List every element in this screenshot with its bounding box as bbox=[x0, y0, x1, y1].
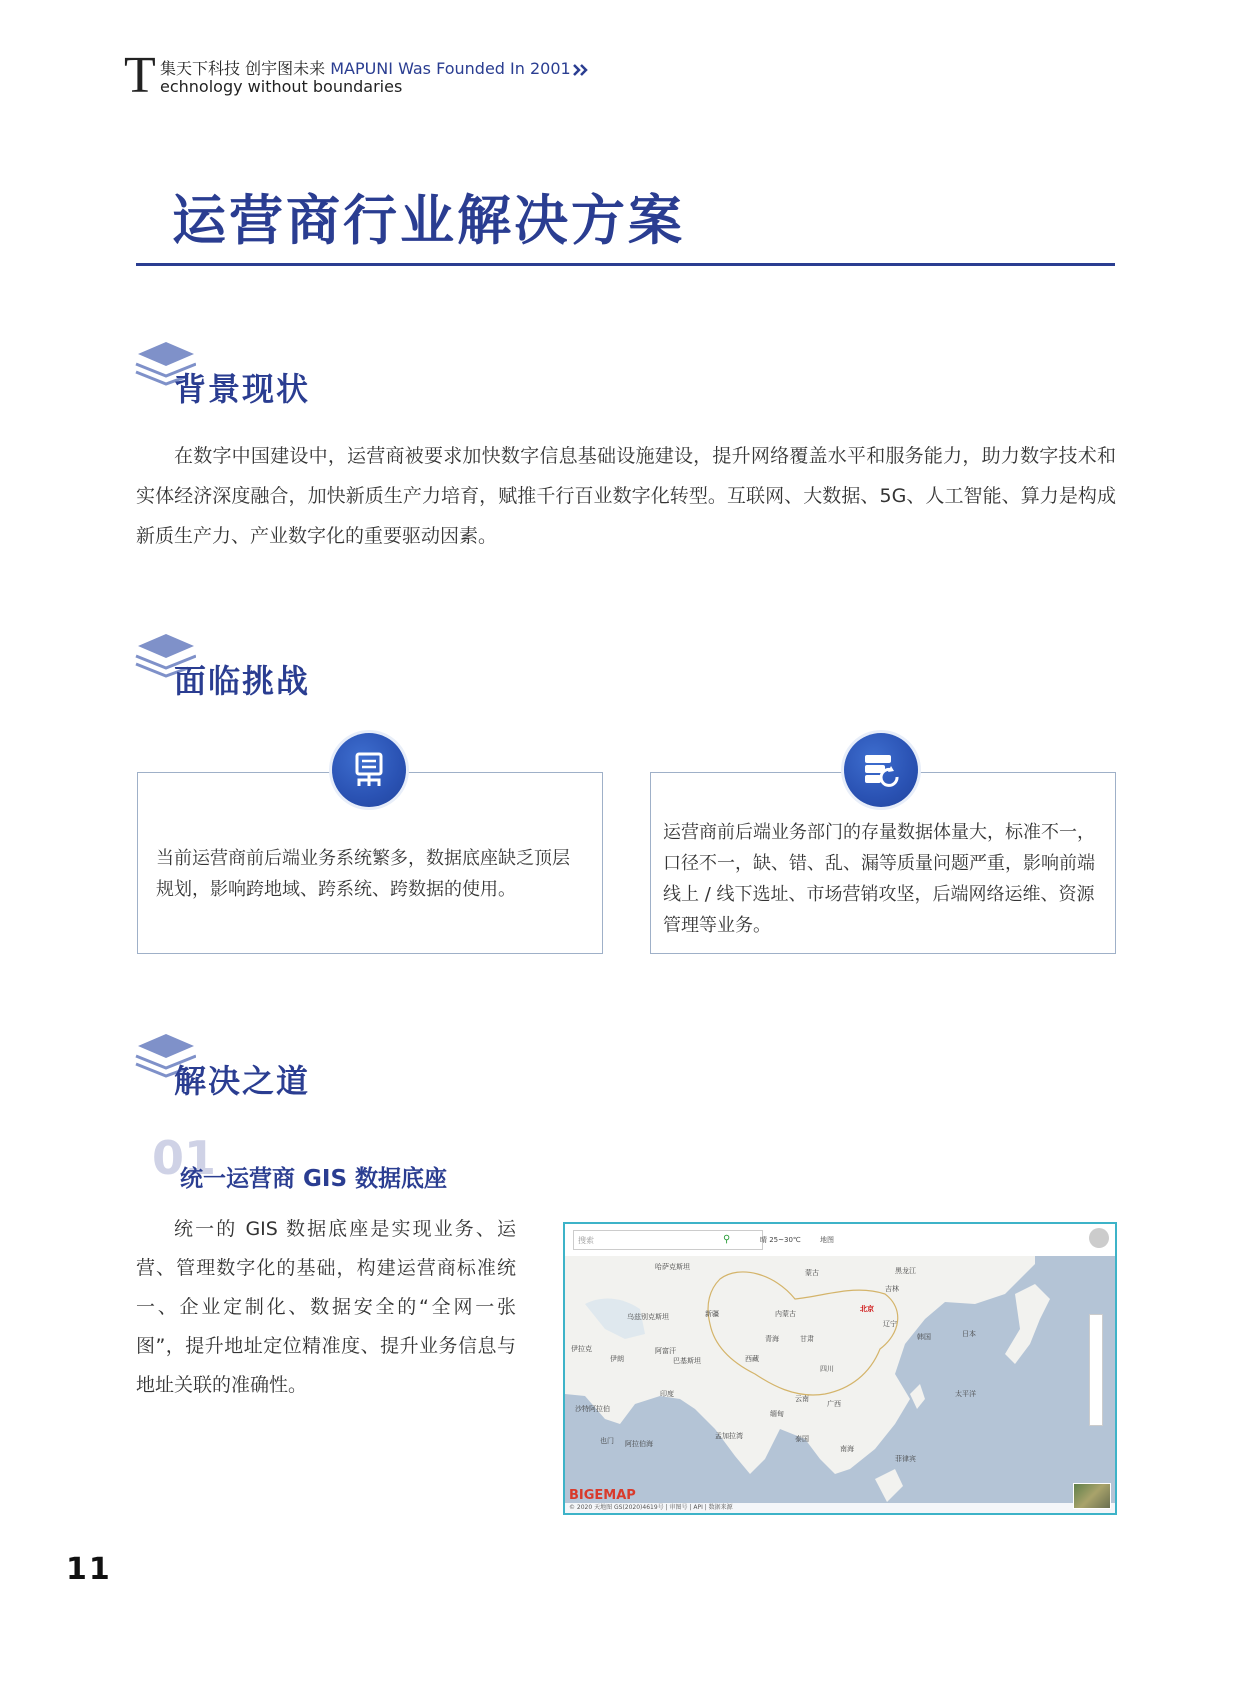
map-search-input[interactable]: 搜索 bbox=[573, 1230, 763, 1250]
map-label: 黑龙江 bbox=[895, 1267, 916, 1275]
item-title: 统一运营商 GIS 数据底座 bbox=[180, 1166, 448, 1192]
map-label: 四川 bbox=[820, 1365, 834, 1373]
map-label: 也门 bbox=[600, 1437, 614, 1445]
header-slogan-cn: 集天下科技 创宇图未来 bbox=[160, 59, 331, 78]
map-logo: BIGEMAP bbox=[569, 1488, 636, 1503]
solution-paragraph: 统一的 GIS 数据底座是实现业务、运营、管理数字化的基础，构建运营商标准统一、企业定制化、数据安全的“全网一张图”，提升地址定位精准度、提升业务信息与地址关联的准确性。 bbox=[136, 1218, 516, 1396]
map-label: 巴基斯坦 bbox=[673, 1357, 701, 1365]
network-icon bbox=[332, 733, 406, 807]
background-paragraph: 在数字中国建设中，运营商被要求加快数字信息基础设施建设，提升网络覆盖水平和服务能力，助力数字技术和实体经济深度融合，加快新质生产力培育，赋推千行百业数字化转型。互联网、大数据、5G、人工智能、算力是构成新质生产力、产业数字化的重要驱动因素。 bbox=[136, 445, 1116, 547]
map-toolbar bbox=[565, 1224, 1115, 1256]
map-label: 云南 bbox=[795, 1395, 809, 1403]
title-divider bbox=[136, 263, 1115, 266]
map-label: 伊朗 bbox=[610, 1355, 624, 1363]
map-label: 太平洋 bbox=[955, 1390, 976, 1398]
map-zoom-tools[interactable] bbox=[1089, 1314, 1103, 1426]
map-label: 青海 bbox=[765, 1335, 779, 1343]
item-number: 01 bbox=[152, 1131, 217, 1185]
header-slogan-en: MAPUNI Was Founded In 2001 bbox=[330, 59, 571, 78]
section-title: 背景现状 bbox=[174, 370, 311, 408]
map-label: 内蒙古 bbox=[775, 1310, 796, 1318]
map-label: 南海 bbox=[840, 1445, 854, 1453]
map-label: 吉林 bbox=[885, 1285, 899, 1293]
map-label: 日本 bbox=[962, 1330, 976, 1338]
map-label-capital: 北京 bbox=[860, 1305, 874, 1313]
map-label: 西藏 bbox=[745, 1355, 759, 1363]
map-footer: © 2020 天地图 GS(2020)4619号 | 审图号 | API | 数据来源 bbox=[565, 1503, 1117, 1513]
challenge-card-text: 当前运营商前后端业务系统繁多，数据底座缺乏顶层规划，影响跨地域、跨系统、跨数据的使用。 bbox=[156, 848, 570, 900]
section-title: 解决之道 bbox=[174, 1062, 311, 1100]
map-label: 阿拉伯海 bbox=[625, 1440, 653, 1448]
map-label: 新疆 bbox=[705, 1310, 719, 1318]
user-avatar-icon[interactable] bbox=[1089, 1228, 1109, 1248]
map-label: 伊拉克 bbox=[571, 1345, 592, 1353]
header-logo-letter: T bbox=[124, 47, 156, 104]
header-slogan bbox=[160, 56, 589, 79]
search-icon[interactable]: ⚲ bbox=[723, 1234, 731, 1245]
satellite-toggle-thumbnail[interactable] bbox=[1073, 1483, 1111, 1509]
map-label: 阿富汗 bbox=[655, 1347, 676, 1355]
map-label: 广西 bbox=[827, 1400, 841, 1408]
map-label: 菲律宾 bbox=[895, 1455, 916, 1463]
double-chevron-icon bbox=[573, 64, 589, 76]
database-refresh-icon bbox=[844, 733, 918, 807]
map-label: 韩国 bbox=[917, 1333, 931, 1341]
header-tagline: echnology without boundaries bbox=[160, 77, 403, 96]
page-title: 运营商行业解决方案 bbox=[172, 189, 685, 252]
map-label: 乌兹别克斯坦 bbox=[627, 1313, 669, 1321]
map-land bbox=[565, 1224, 1115, 1513]
map-layer-select[interactable]: 地图 bbox=[820, 1236, 834, 1244]
section-title: 面临挑战 bbox=[174, 662, 311, 700]
map-label: 辽宁 bbox=[883, 1320, 897, 1328]
map-label: 印度 bbox=[660, 1390, 674, 1398]
section-heading-solution bbox=[132, 1028, 432, 1108]
challenge-card-text: 运营商前后端业务部门的存量数据体量大，标准不一，口径不一，缺、错、乱、漏等质量问题严重，影响前端线上 / 线下选址、市场营销攻坚，后端网络运维、资源管理等业务。 bbox=[663, 822, 1095, 936]
map-weather: 晴 25~30℃ bbox=[760, 1236, 801, 1244]
map-screenshot bbox=[563, 1222, 1117, 1515]
section-heading-challenges bbox=[132, 628, 432, 708]
map-label: 甘肃 bbox=[800, 1335, 814, 1343]
map-label: 哈萨克斯坦 bbox=[655, 1263, 690, 1271]
map-label: 沙特阿拉伯 bbox=[575, 1405, 610, 1413]
map-label: 蒙古 bbox=[805, 1269, 819, 1277]
section-heading-background bbox=[132, 336, 432, 416]
map-label: 孟加拉湾 bbox=[715, 1432, 743, 1440]
page-number: 11 bbox=[66, 1552, 112, 1587]
map-label: 缅甸 bbox=[770, 1410, 784, 1418]
map-label: 泰国 bbox=[795, 1435, 809, 1443]
